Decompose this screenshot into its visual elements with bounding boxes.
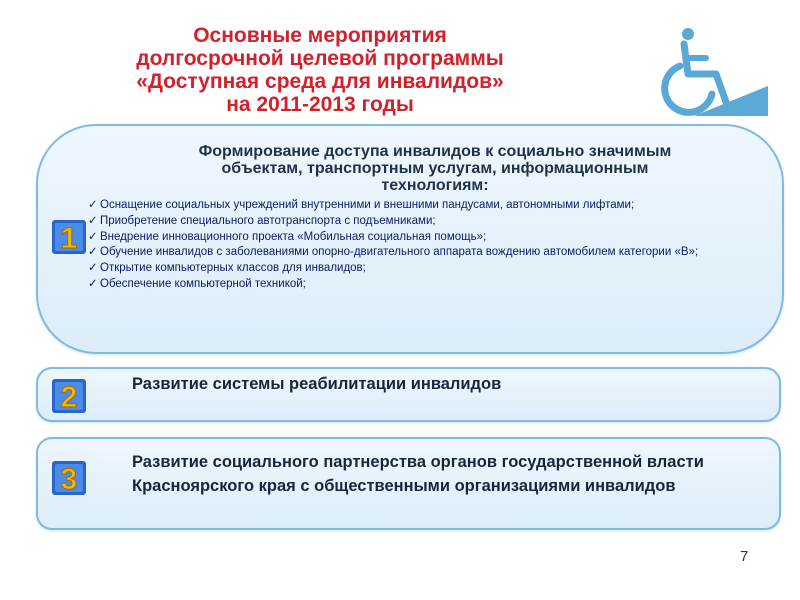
section-1-heading-line-3: технологиям: (381, 177, 489, 194)
checkmark-icon: ✓ (88, 199, 98, 211)
title-line-4: на 2011-2013 годы (226, 93, 414, 116)
list-item: ✓ Приобретение специального автотранспорта с подъемниками; (88, 214, 748, 230)
section-1-heading-line-2: объектам, транспортным услугам, информационным (221, 160, 649, 177)
checkmark-icon: ✓ (88, 262, 98, 275)
badge-2-number: 2 (60, 381, 78, 413)
slide-title (60, 24, 580, 116)
title-line-3: «Доступная среда для инвалидов» (136, 70, 504, 93)
badge-3-number: 3 (60, 463, 78, 495)
number-badge-2 (52, 379, 86, 413)
checkmark-icon: ✓ (88, 246, 98, 259)
list-item: ✓ Открытие компьютерных классов для инвалидов; (88, 261, 748, 277)
list-item: ✓ Обучение инвалидов с заболеваниями опорно-двигательного аппарата вождению автомобилем категории «В»; (88, 245, 748, 261)
badge-1-number: 1 (60, 222, 78, 254)
section-1-list (88, 198, 748, 293)
section-2-heading: Развитие системы реабилитации инвалидов (132, 375, 502, 393)
list-item: ✓ Оснащение социальных учреждений внутренними и внешними пандусами, автономными лифтами; (88, 198, 748, 214)
checkmark-icon: ✓ (88, 214, 98, 227)
checkmark-icon: ✓ (88, 230, 98, 243)
wheelchair-logo (654, 22, 772, 122)
section-1-heading-line-1: Формирование доступа инвалидов к социально значимым (198, 143, 672, 160)
number-badge-3 (52, 461, 86, 495)
wheelchair-icon (654, 22, 772, 122)
title-line-2: долгосрочной целевой программы (136, 47, 504, 70)
list-item: ✓ Внедрение инновационного проекта «Мобильная социальная помощь»; (88, 230, 748, 246)
section-1-heading (120, 143, 750, 194)
list-item: ✓ Обеспечение компьютерной техникой; (88, 277, 748, 293)
number-badge-1 (52, 220, 86, 254)
checkmark-icon: ✓ (88, 277, 98, 290)
page-number: 7 (740, 548, 749, 565)
title-line-1: Основные мероприятия (193, 24, 447, 47)
section-3-heading: Развитие социального партнерства органов государственной власти Красноярского края с общественными организациями инвалидов (132, 453, 704, 495)
